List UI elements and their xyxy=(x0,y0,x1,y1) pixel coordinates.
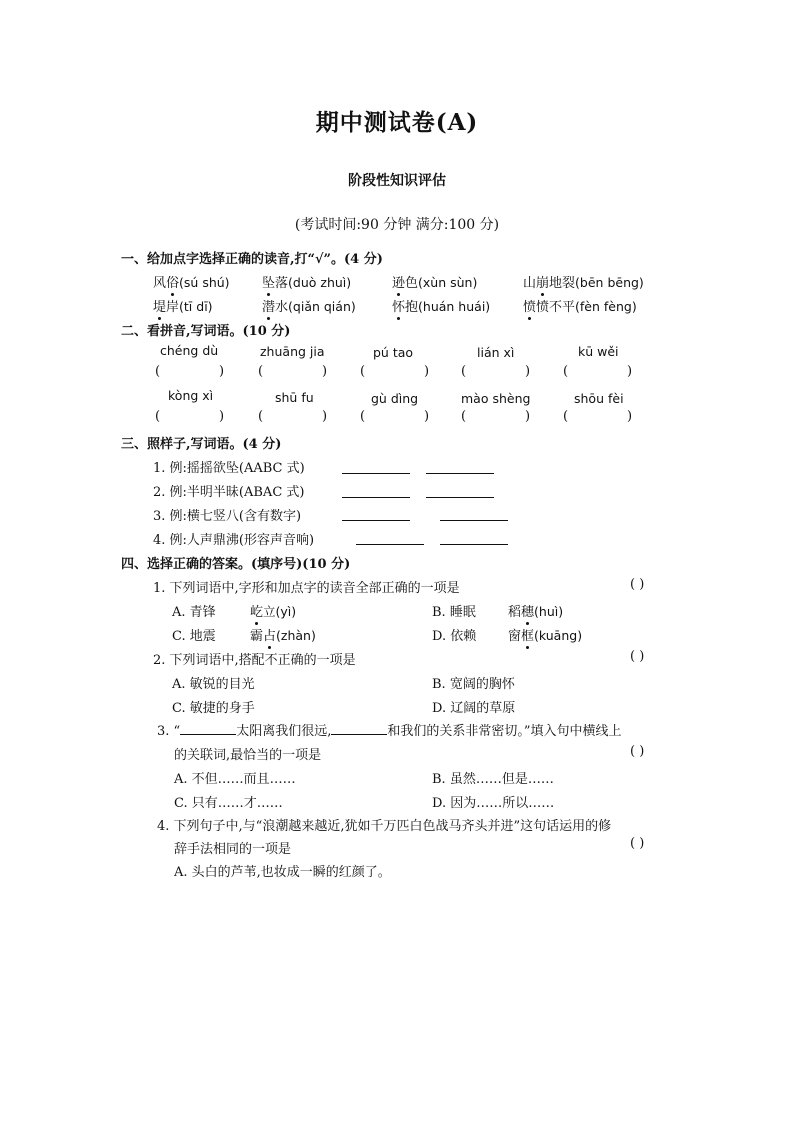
answer-paren-open: ( xyxy=(563,409,569,424)
answer-paren-open: ( xyxy=(563,364,569,379)
answer-paren-open: ( xyxy=(461,364,467,379)
answer-paren-close: ) xyxy=(525,364,531,379)
pinyin-choice-item: 愤愤不平(fèn fèng) xyxy=(523,296,637,315)
option-label: B. 睡眠 xyxy=(432,605,476,620)
option-text: A. 不但……而且…… xyxy=(174,772,296,787)
option-text: C. 敏捷的身手 xyxy=(172,701,255,716)
answer-line xyxy=(356,543,424,545)
option-word: 稻穗(huì) xyxy=(508,601,563,620)
pinyin-word: kòng xì xyxy=(168,388,214,403)
pinyin-word: kū wěi xyxy=(578,344,619,359)
option-word: 霸占(zhàn) xyxy=(250,625,316,644)
answer-paren-open: ( xyxy=(461,409,467,424)
pinyin-choice-item: 怀抱(huán huái) xyxy=(392,296,490,315)
pinyin-choice-item: 风俗(sú shú) xyxy=(153,272,230,291)
answer-paren-close: ) xyxy=(219,409,225,424)
option-text: D. 辽阔的草原 xyxy=(432,701,516,716)
exam-info: (考试时间:90 分钟 满分:100 分) xyxy=(294,217,500,233)
answer-line xyxy=(342,519,410,521)
pinyin-choice-item: 堤岸(tī dī) xyxy=(153,296,213,315)
answer-paren-close: ) xyxy=(627,409,633,424)
answer-paren-close: ) xyxy=(219,364,225,379)
option-text: B. 虽然……但是…… xyxy=(432,772,554,787)
answer-paren-open: ( xyxy=(155,409,161,424)
answer-paren-close: ) xyxy=(322,364,328,379)
answer-paren-open: ( xyxy=(155,364,161,379)
answer-paren: ( ) xyxy=(630,836,645,851)
question-stem-cont: 的关联词,最恰当的一项是 xyxy=(174,748,322,763)
pinyin-word: gù dìng xyxy=(371,391,419,406)
answer-paren-open: ( xyxy=(360,409,366,424)
question-stem: 4. 下列句子中,与“浪潮越来越近,犹如千万匹白色战马齐头并进”这句话运用的修 xyxy=(157,819,612,834)
option-text: D. 因为……所以…… xyxy=(432,796,555,811)
example-item: 3. 例:横七竖八(含有数字) xyxy=(153,509,302,524)
pinyin-word: mào shèng xyxy=(461,391,531,406)
option-word: 屹立(yì) xyxy=(250,601,296,620)
option-text: A. 头白的芦苇,也妆成一瞬的红颜了。 xyxy=(174,865,391,880)
answer-paren-open: ( xyxy=(360,364,366,379)
answer-paren-open: ( xyxy=(258,409,264,424)
answer-paren-close: ) xyxy=(322,409,328,424)
example-item: 2. 例:半明半昧(ABAC 式) xyxy=(153,485,305,500)
answer-paren: ( ) xyxy=(630,649,645,664)
section3-heading: 三、照样子,写词语。(4 分) xyxy=(121,437,282,452)
pinyin-word: shōu fèi xyxy=(574,391,624,406)
option-text: C. 只有……才…… xyxy=(174,796,283,811)
answer-paren-close: ) xyxy=(525,409,531,424)
answer-line xyxy=(426,496,494,498)
answer-line xyxy=(440,543,508,545)
section4-heading: 四、选择正确的答案。(填序号)(10 分) xyxy=(121,557,351,572)
pinyin-word: chéng dù xyxy=(160,343,219,358)
exam-title: 期中测试卷(A) xyxy=(315,109,479,136)
exam-subtitle: 阶段性知识评估 xyxy=(348,173,446,189)
pinyin-word: lián xì xyxy=(477,345,515,360)
answer-paren-close: ) xyxy=(627,364,633,379)
pinyin-choice-item: 坠落(duò zhuì) xyxy=(262,272,351,291)
option-text: A. 敏锐的目光 xyxy=(172,677,255,692)
answer-paren-open: ( xyxy=(258,364,264,379)
question-stem: 2. 下列词语中,搭配不正确的一项是 xyxy=(153,653,356,668)
answer-paren-close: ) xyxy=(424,409,430,424)
answer-paren: ( ) xyxy=(630,744,645,759)
answer-line xyxy=(342,496,410,498)
option-word: 窗框(kuāng) xyxy=(508,625,582,644)
option-text: B. 宽阔的胸怀 xyxy=(432,677,515,692)
example-item: 1. 例:摇摇欲坠(AABC 式) xyxy=(153,461,305,476)
pinyin-choice-item: 潜水(qiǎn qián) xyxy=(262,296,356,315)
option-label: D. 依赖 xyxy=(432,629,477,644)
section1-heading: 一、给加点字选择正确的读音,打“√”。(4 分) xyxy=(121,252,383,267)
question-stem: 3. “ 太阳离我们很远, 和我们的关系非常密切。”填入句中横线上 xyxy=(157,724,622,739)
answer-paren-close: ) xyxy=(424,364,430,379)
pinyin-choice-item: 逊色(xùn sùn) xyxy=(392,272,477,291)
answer-line xyxy=(426,472,494,474)
question-stem: 1. 下列词语中,字形和加点字的读音全部正确的一项是 xyxy=(153,581,460,596)
pinyin-word: shū fu xyxy=(275,390,314,405)
section2-heading: 二、看拼音,写词语。(10 分) xyxy=(121,324,291,339)
example-item: 4. 例:人声鼎沸(形容声音响) xyxy=(153,533,315,548)
option-label: A. 青锋 xyxy=(172,605,216,620)
option-label: C. 地震 xyxy=(172,629,216,644)
pinyin-choice-item: 山崩地裂(bēn bēng) xyxy=(523,272,644,291)
pinyin-word: zhuāng jia xyxy=(260,344,325,359)
pinyin-word: pú tao xyxy=(373,345,414,360)
question-stem-cont: 辞手法相同的一项是 xyxy=(174,842,292,857)
answer-line xyxy=(440,519,508,521)
answer-line xyxy=(342,472,410,474)
answer-paren: ( ) xyxy=(630,577,645,592)
